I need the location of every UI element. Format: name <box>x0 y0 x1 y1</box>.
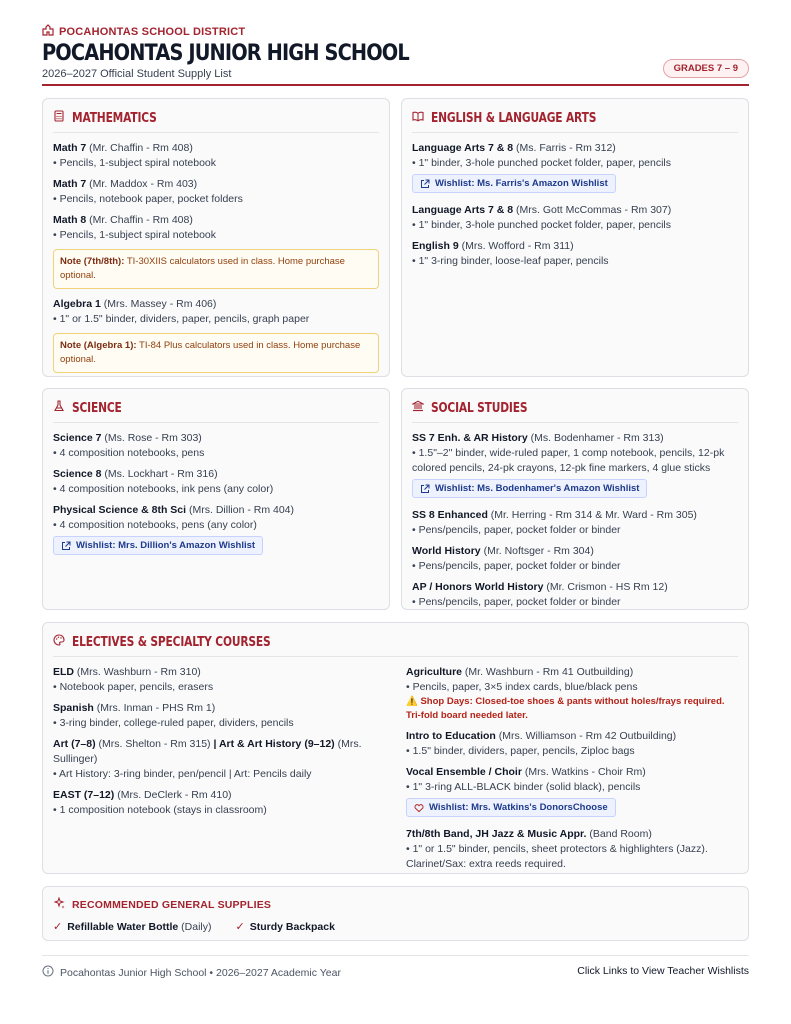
electives-card-header <box>53 633 738 657</box>
note-label: Note (7th/8th): <box>60 256 125 267</box>
course-teacher: (Mr. Washburn - Rm 41 Outbuilding) <box>462 666 634 678</box>
course-teacher: (Mrs. Wofford - Rm 311) <box>458 240 574 252</box>
course-teacher: (Ms. Farris - Rm 312) <box>513 142 616 154</box>
course-supplies: • 1.5" binder, dividers, paper, pencils, Ziploc bags <box>406 745 635 757</box>
check-icon: ✓ <box>235 921 245 933</box>
external-link-icon <box>420 179 430 189</box>
supply-item <box>236 920 335 933</box>
calculator-note-7-8 <box>53 249 379 289</box>
course-name: 7th/8th Band, JH Jazz & Music Appr. <box>406 828 587 840</box>
info-icon <box>42 965 54 980</box>
supply-item <box>53 920 212 933</box>
school-building-icon <box>42 24 54 39</box>
course-name: Math 8 <box>53 214 87 226</box>
supply-note: (Daily) <box>178 920 212 933</box>
course-teacher: (Ms. Lockhart - Rm 316) <box>101 468 218 480</box>
course-name: Art (7–8) <box>53 738 96 750</box>
external-link-icon <box>61 541 71 551</box>
supply-label: Sturdy Backpack <box>249 920 335 933</box>
course-name: Science 8 <box>53 468 102 480</box>
course-name: Math 7 <box>53 142 87 154</box>
course-item <box>53 503 379 559</box>
math-title: MATHEMATICS <box>72 110 157 126</box>
page-subtitle: 2026–2027 Official Student Supply List <box>42 68 232 80</box>
course-supplies: • Pencils, 1-subject spiral notebook <box>53 229 217 241</box>
palette-icon <box>53 633 65 651</box>
footer-wishlist-hint: Click Links to View Teacher Wishlists <box>577 965 749 977</box>
course-supplies: • Pens/pencils, paper, pocket folder or binder <box>412 524 621 536</box>
ela-card-header <box>412 109 738 133</box>
check-icon: ✓ <box>53 921 63 933</box>
course-teacher: (Mr. Crismon - HS Rm 12) <box>543 581 668 593</box>
course-supplies: • 1.5"–2" binder, wide-ruled paper, 1 comp notebook, pencils, 12-pk colored pencils, 24-pk crayons, 12-pk fine markers, 4 glue sticks <box>412 447 725 474</box>
math-card-header <box>53 109 379 133</box>
external-link-icon <box>420 484 430 494</box>
flask-icon <box>53 399 65 417</box>
course-teacher: (Ms. Bodenhamer - Rm 313) <box>527 432 664 444</box>
ela-title: ENGLISH & LANGUAGE ARTS <box>431 110 597 126</box>
course-supplies: • Pencils, 1-subject spiral notebook <box>53 157 217 169</box>
course-item <box>412 141 738 197</box>
course-item <box>53 467 379 497</box>
science-title: SCIENCE <box>72 400 122 416</box>
course-item <box>412 239 738 269</box>
course-item <box>53 177 379 207</box>
course-teacher: (Mrs. Washburn - Rm 310) <box>74 666 201 678</box>
footer-left <box>42 965 341 980</box>
general-supplies-card <box>42 886 749 941</box>
course-supplies: • 1" 3-ring binder, loose-leaf paper, pencils <box>412 255 609 267</box>
footer-text: Pocahontas Junior High School • 2026–2027 Academic Year <box>60 966 341 979</box>
course-supplies: • Art History: 3-ring binder, pen/pencil | Art: Pencils daily <box>53 768 312 780</box>
course-name: SS 8 Enhanced <box>412 509 488 521</box>
note-text: TI-30XIIS calculators used in class. Home purchase optional. <box>60 256 345 281</box>
course-item <box>406 765 738 821</box>
course-name: English 9 <box>412 240 459 252</box>
course-name: Physical Science & 8th Sci <box>53 504 187 516</box>
course-supplies: • 1" 3-ring ALL-BLACK binder (solid black), pencils <box>406 781 641 793</box>
course-item <box>412 508 738 538</box>
landmark-icon <box>412 399 424 417</box>
course-teacher: (Mr. Chaffin - Rm 408) <box>86 142 193 154</box>
wishlist-label: Wishlist: Ms. Farris's Amazon Wishlist <box>435 178 608 189</box>
course-item <box>53 701 385 731</box>
course-item <box>412 544 738 574</box>
note-text: TI-84 Plus calculators used in class. Home purchase optional. <box>60 340 361 365</box>
supply-label: Refillable Water Bottle <box>67 920 179 933</box>
course-item <box>406 729 738 759</box>
course-teacher: (Mrs. DeClerk - Rm 410) <box>114 789 232 801</box>
course-supplies: • Pens/pencils, paper, pocket folder or binder <box>412 560 621 572</box>
course-item <box>53 788 385 818</box>
course-item <box>53 297 379 327</box>
electives-columns <box>53 665 738 878</box>
electives-left-column <box>53 665 385 878</box>
course-supplies: • 4 composition notebooks, ink pens (any color) <box>53 483 274 495</box>
calculator-icon <box>53 109 65 127</box>
course-name: Science 7 <box>53 432 102 444</box>
course-supplies: • Pencils, notebook paper, pocket folders <box>53 193 243 205</box>
course-name: AP / Honors World History <box>412 581 544 593</box>
course-item <box>53 213 379 243</box>
course-teacher: (Mr. Noftsger - Rm 304) <box>480 545 594 557</box>
course-teacher: (Band Room) <box>586 828 652 840</box>
math-card <box>42 98 390 377</box>
science-card <box>42 388 390 610</box>
course-teacher: (Mrs. Watkins - Choir Rm) <box>521 766 646 778</box>
course-supplies: • 4 composition notebooks, pens <box>53 447 205 459</box>
course-supplies: • 1" binder, 3-hole punched pocket folder, paper, pencils <box>412 219 671 231</box>
electives-right-column <box>406 665 738 878</box>
bodenhamer-wishlist-link[interactable] <box>412 479 647 498</box>
course-item <box>53 141 379 171</box>
general-supplies-header <box>53 896 738 914</box>
course-item <box>53 431 379 461</box>
open-book-icon <box>412 109 424 127</box>
district-name: POCAHONTAS SCHOOL DISTRICT <box>59 25 246 38</box>
course-supplies: • 1" or 1.5" binder, pencils, sheet protectors & highlighters (Jazz). Clarinet/Sax: extra reeds required. <box>406 843 708 870</box>
course-teacher: (Mrs. Williamson - Rm 42 Outbuilding) <box>495 730 677 742</box>
general-supplies-title: RECOMMENDED GENERAL SUPPLIES <box>72 899 272 911</box>
calculator-note-algebra <box>53 333 379 373</box>
wishlist-label: Wishlist: Mrs. Dillion's Amazon Wishlist <box>76 540 256 551</box>
course-teacher: (Mrs. Shelton - Rm 315) <box>95 738 214 750</box>
course-supplies: • Pens/pencils, paper, pocket folder or binder <box>412 596 621 608</box>
course-supplies: • Notebook paper, pencils, erasers <box>53 681 214 693</box>
wishlist-label: Wishlist: Mrs. Watkins's DonorsChoose <box>429 802 608 813</box>
course-name: Language Arts 7 & 8 <box>412 204 514 216</box>
course-name: Language Arts 7 & 8 <box>412 142 514 154</box>
dillion-wishlist-link[interactable] <box>53 536 263 555</box>
course-item <box>412 580 738 610</box>
heart-icon <box>414 803 424 813</box>
page-footer <box>42 955 749 980</box>
course-name: Agriculture <box>406 666 463 678</box>
page-header <box>42 24 749 86</box>
social-studies-card <box>401 388 749 610</box>
district-line <box>42 24 749 39</box>
electives-card <box>42 622 749 874</box>
course-teacher: (Mr. Maddox - Rm 403) <box>86 178 198 190</box>
course-teacher: (Mr. Herring - Rm 314 & Mr. Ward - Rm 305) <box>487 509 697 521</box>
course-name: EAST (7–12) <box>53 789 115 801</box>
social-studies-title: SOCIAL STUDIES <box>431 400 528 416</box>
course-name-secondary: | Art & Art History (9–12) <box>213 738 335 750</box>
course-item <box>53 665 385 695</box>
course-teacher: (Mr. Chaffin - Rm 408) <box>86 214 193 226</box>
course-item <box>406 665 738 723</box>
course-item <box>412 203 738 233</box>
course-supplies: • 4 composition notebooks, pens (any color) <box>53 519 257 531</box>
general-supplies-list <box>53 920 738 933</box>
page-title: POCAHONTAS JUNIOR HIGH SCHOOL <box>42 41 409 66</box>
course-name: ELD <box>53 666 74 678</box>
farris-wishlist-link[interactable] <box>412 174 616 193</box>
course-name: Vocal Ensemble / Choir <box>406 766 522 778</box>
course-supplies: • 1" binder, 3-hole punched pocket folder, paper, pencils <box>412 157 671 169</box>
note-label: Note (Algebra 1): <box>60 340 137 351</box>
shop-days-warning: ⚠️ Shop Days: Closed-toe shoes & pants without holes/frays required. Tri-fold board needed later. <box>406 696 725 721</box>
ela-card <box>401 98 749 377</box>
course-teacher-secondary: (Mrs. Sullinger) <box>53 738 362 765</box>
watkins-wishlist-link[interactable] <box>406 798 616 817</box>
course-item <box>412 431 738 502</box>
grades-badge: GRADES 7 – 9 <box>663 59 749 78</box>
course-item <box>53 737 385 782</box>
course-supplies: • 1 composition notebook (stays in classroom) <box>53 804 267 816</box>
electives-title: ELECTIVES & SPECIALTY COURSES <box>72 634 271 650</box>
course-teacher: (Mrs. Inman - PHS Rm 1) <box>93 702 216 714</box>
course-name: Algebra 1 <box>53 298 101 310</box>
course-name: SS 7 Enh. & AR History <box>412 432 528 444</box>
course-teacher: (Mrs. Dillion - Rm 404) <box>186 504 295 516</box>
course-name: Spanish <box>53 702 94 714</box>
science-card-header <box>53 399 379 423</box>
course-name: World History <box>412 545 481 557</box>
course-supplies: • 1" or 1.5" binder, dividers, paper, pencils, graph paper <box>53 313 310 325</box>
course-teacher: (Ms. Rose - Rm 303) <box>101 432 202 444</box>
course-teacher: (Mrs. Gott McCommas - Rm 307) <box>513 204 672 216</box>
sparkles-icon <box>53 896 65 914</box>
course-supplies: • 3-ring binder, college-ruled paper, dividers, pencils <box>53 717 294 729</box>
course-item <box>406 827 738 872</box>
wishlist-label: Wishlist: Ms. Bodenhamer's Amazon Wishlist <box>435 483 640 494</box>
course-teacher: (Mrs. Massey - Rm 406) <box>100 298 217 310</box>
course-name: Intro to Education <box>406 730 496 742</box>
course-supplies: • Pencils, paper, 3×5 index cards, blue/black pens <box>406 681 638 693</box>
social-studies-card-header <box>412 399 738 423</box>
course-name: Math 7 <box>53 178 87 190</box>
